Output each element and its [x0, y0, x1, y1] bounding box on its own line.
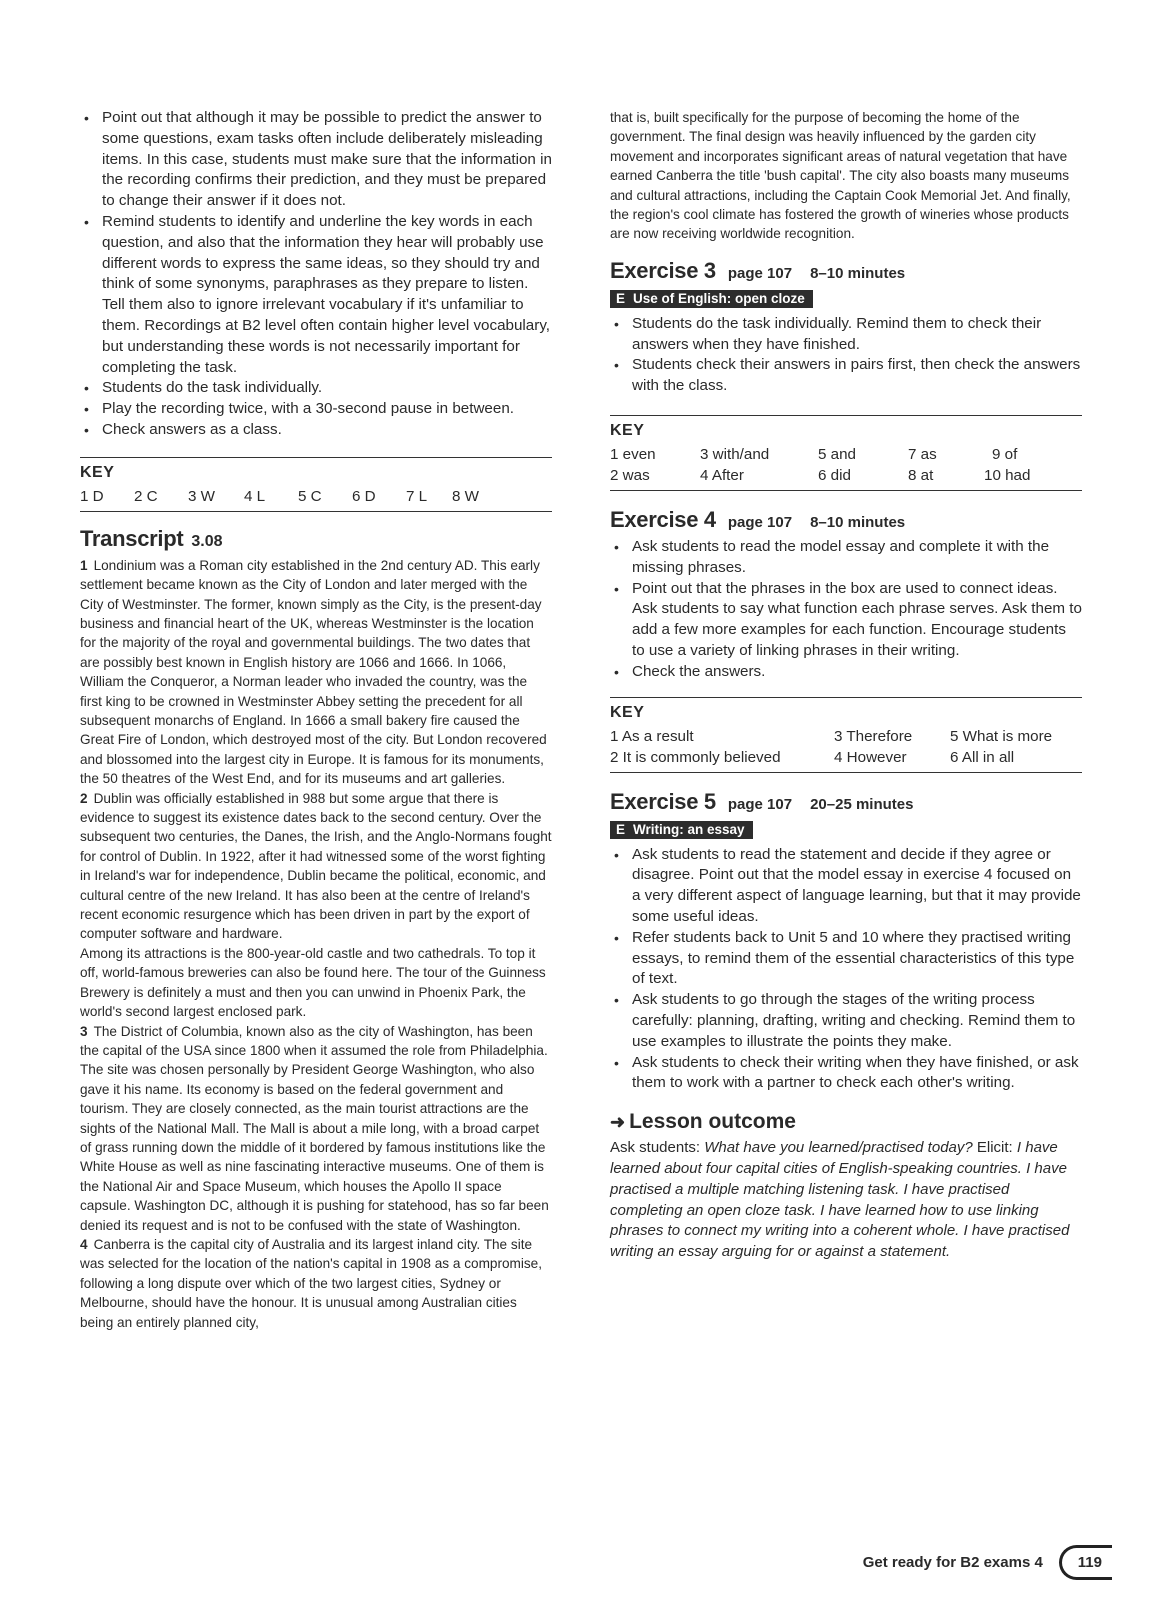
key-item: 6 All in all [950, 748, 1015, 766]
exercise-duration: 8–10 minutes [810, 264, 906, 282]
transcript-paragraph [80, 789, 552, 944]
transcript-paragraph [80, 1235, 552, 1332]
transcript-heading [80, 526, 552, 552]
list-item: • Check answers as a class. [80, 420, 552, 441]
key-title: KEY [610, 703, 645, 721]
key-item: 3 Therefore [834, 727, 913, 745]
list-item: • Ask students to check their writing when they have finished, or ask them to work with a partner to check each other's writing. [610, 1053, 1082, 1095]
answer-key [610, 697, 1082, 773]
key-row [80, 486, 552, 507]
paragraph-text: Canberra is the capital city of Australia and its largest inland city. The site was selected for the location of the nation's capital in 1908 as a compromise, following a long dispute over which of the two largest cities, Sydney or Melbourne, should have the honour. It is unusual among Australian cities being an entirely planned city, [80, 1236, 543, 1330]
list-item: • Refer students back to Unit 5 and 10 where they practised writing essays, to remind them of the essential characteristics of this type of text. [610, 928, 1082, 990]
list-item: • Play the recording twice, with a 30-second pause in between. [80, 399, 552, 420]
badge-letter: E [616, 821, 626, 837]
answer-key [610, 415, 1082, 491]
key-title: KEY [80, 463, 115, 481]
exercise-title: Exercise 3 [610, 257, 716, 283]
transcript-paragraph [80, 944, 552, 1022]
key-item: 2 C [134, 487, 158, 505]
key-item: 8 W [452, 487, 480, 505]
exercise-5-list [610, 845, 1082, 1095]
exercise-page: page 107 [727, 795, 793, 813]
badge-letter: E [616, 290, 626, 306]
key-item: 4 After [700, 467, 744, 485]
transcript-body [80, 556, 552, 1332]
lesson-outcome-text [610, 1138, 1082, 1263]
key-item: 3 with/and [700, 446, 770, 464]
key-row [610, 444, 1082, 465]
list-item: • Ask students to read the model essay and complete it with the missing phrases. [610, 537, 1082, 579]
key-item: 5 and [818, 446, 857, 464]
key-item: 4 L [244, 487, 266, 505]
exercise-4-heading [610, 507, 1082, 533]
list-item: • Students do the task individually. Remind them to check their answers when they have finished. [610, 314, 1082, 356]
lesson-outcome-heading [610, 1110, 1082, 1134]
right-column [610, 108, 1082, 1263]
list-item: • Remind students to identify and underline the key words in each question, and also that the information they hear will probably use different words to express the same ideas, so they should try and think of some synonyms, paraphrases as they prepare to listen. Tell them also to ignore irrelevant vocabulary if it's unfamiliar to them. Recordings at B2 level often contain higher level vocabulary, but understanding these words is not necessarily important for completing the task. [80, 212, 552, 378]
key-item: 6 did [818, 467, 851, 485]
badge-text: Use of English: open cloze [633, 290, 805, 306]
key-item: 9 of [992, 446, 1018, 464]
exercise-page: page 107 [727, 264, 793, 282]
outcome-lead: Ask students: [610, 1139, 701, 1157]
procedure-list [80, 108, 552, 441]
exam-task-badge [610, 290, 813, 308]
list-item: • Check the answers. [610, 662, 1082, 683]
paragraph-number: 2 [80, 790, 88, 806]
page-footer [863, 1545, 1112, 1580]
paragraph-number: 1 [80, 557, 88, 573]
transcript-paragraph [80, 1022, 552, 1235]
left-column [80, 108, 552, 1332]
paragraph-number: 3 [80, 1023, 88, 1039]
key-item: 2 It is commonly believed [610, 748, 781, 766]
key-item: 1 even [610, 446, 656, 464]
paragraph-text: The District of Columbia, known also as the city of Washington, has been the capital of the USA since 1800 when it assumed the role from Philadelphia. The site was chosen personally by President George Washington, who also gave it his name. Its economy is based on the federal government and tourism. They are closely connected, as the main tourist attractions are the sights of the National Mall. The Mall is about a mile long, with a broad carpet of grass running down the middle of it bordered by famous institutions like the White House as well as nine fascinating interactive museums. One of them is the National Air and Space Museum, which houses the Apollo II space capsule. Washington DC, although it is pushing for statehood, has so far been denied its request and is not to be confused with the state of Washington. [80, 1023, 549, 1233]
key-item: 7 as [908, 446, 937, 464]
book-title: Get ready for B2 exams 4 [862, 1554, 1043, 1571]
key-item: 7 L [406, 487, 428, 505]
key-title: KEY [610, 422, 645, 440]
key-item: 10 had [984, 467, 1031, 485]
list-item: • Point out that although it may be possible to predict the answer to some questions, exam tasks often include deliberately misleading items. In this case, students must make sure that the information in the recording confirms their prediction, and they must be prepared to change their answer if it does not. [80, 108, 552, 212]
arrow-right-icon: ➜ [610, 1111, 626, 1132]
exam-task-badge [610, 821, 753, 839]
key-item: 5 C [298, 487, 322, 505]
answer-key [80, 457, 552, 512]
list-item: • Ask students to read the statement and decide if they agree or disagree. Point out that the model essay in exercise 4 focused on a very different aspect of language learning, but that it may provide some useful ideas. [610, 845, 1082, 928]
exercise-title: Exercise 5 [610, 788, 716, 814]
transcript-continuation: that is, built specifically for the purpose of becoming the home of the government. The final design was heavily influenced by the garden city movement and incorporates significant areas of natural vegetation that have earned Canberra the title 'bush capital'. The city also boasts many museums and cultural attractions, including the Captain Cook Memorial Jet. And finally, the region's cool climate has fostered the growth of wineries whose products are now receiving worldwide recognition. [610, 110, 1071, 242]
outcome-question: What have you learned/practised today? [704, 1139, 973, 1157]
exercise-duration: 8–10 minutes [810, 514, 906, 532]
key-item: 6 D [352, 487, 376, 505]
exercise-4-list [610, 537, 1082, 683]
key-item: 3 W [188, 487, 216, 505]
key-row [610, 465, 1082, 486]
key-item: 1 As a result [610, 727, 694, 745]
key-item: 8 at [908, 467, 934, 485]
paragraph-number: 4 [80, 1236, 88, 1252]
list-item: • Ask students to go through the stages of the writing process carefully: planning, drafting, writing and checking. Remind them to use examples to illustrate the points they make. [610, 990, 1082, 1052]
exercise-3-heading [610, 258, 1082, 284]
paragraph-text: Among its attractions is the 800-year-old castle and two cathedrals. To top it off, world-famous breweries can also be found here. The tour of the Guinness Brewery is definitely a must and then you can unwind in Phoenix Park, the world's second largest enclosed park. [80, 945, 546, 1020]
badge-text: Writing: an essay [633, 821, 745, 837]
exercise-title: Exercise 4 [610, 507, 716, 533]
exercise-3-list [610, 314, 1082, 397]
paragraph-text: Londinium was a Roman city established in the 2nd century AD. This early settlement became known as the City of London and later merged with the City of Westminster. The former, known simply as the City, is the present-day business and financial heart of the UK, whereas Westminster is the location for the majority of the royal and governmental buildings. The two dates that are possibly best known in English history are 1066 and 1666. In 1066, William the Conqueror, a Norman leader who invaded the country, was the first king to be crowned in Westminster Abbey setting the precedent for all subsequent monarchs of England. In 1666 a small bakery fire caused the Great Fire of London, which destroyed most of the city. But London recovered and blossomed into the largest city in Europe. It is famous for its monuments, the 50 theatres of the West End, and for its museums and art galleries. [80, 557, 547, 787]
lesson-outcome-title: Lesson outcome [629, 1110, 796, 1134]
key-item: 1 D [80, 487, 104, 505]
exercise-5-heading [610, 789, 1082, 815]
transcript-paragraph [80, 556, 552, 789]
key-row [610, 726, 1082, 747]
list-item: • Students check their answers in pairs first, then check the answers with the class. [610, 355, 1082, 397]
key-item: 2 was [610, 467, 650, 485]
list-item: • Point out that the phrases in the box are used to connect ideas. Ask students to say what function each phrase serves. Ask them to add a few more examples for each function. Encourage students to use a variety of linking phrases in their writing. [610, 579, 1082, 662]
list-item: • Students do the task individually. [80, 378, 552, 399]
outcome-elicit: Elicit: [976, 1139, 1013, 1157]
transcript-number: 3.08 [191, 532, 223, 550]
paragraph-text: Dublin was officially established in 988 but some argue that there is evidence to suggest its existence dates back to the second century. Over the subsequent two centuries, the Danes, the Irish, and the Anglo-Normans fought for control of Dublin. In 1922, after it had witnessed some of the worst fighting in Ireland's war for independence, Dublin became the political, economic, and cultural centre of the new Ireland. It has also been at the centre of Ireland's recent economic resurgence which has been driven in part by the export of computer software and hardware. [80, 790, 552, 942]
key-item: 4 However [834, 748, 907, 766]
exercise-page: page 107 [727, 514, 793, 532]
key-row [610, 747, 1082, 768]
exercise-duration: 20–25 minutes [810, 795, 914, 813]
outcome-answer: I have learned about four capital cities of English-speaking countries. I have practised a multiple matching listening task. I have practised completing an open cloze task. I have learned how to use linking phrases to connect my writing into a coherent whole. I have practised writing an essay arguing for or against a statement. [610, 1139, 1070, 1261]
page-number: 119 [1059, 1545, 1112, 1580]
key-item: 5 What is more [950, 727, 1053, 745]
transcript-title: Transcript [80, 525, 184, 551]
